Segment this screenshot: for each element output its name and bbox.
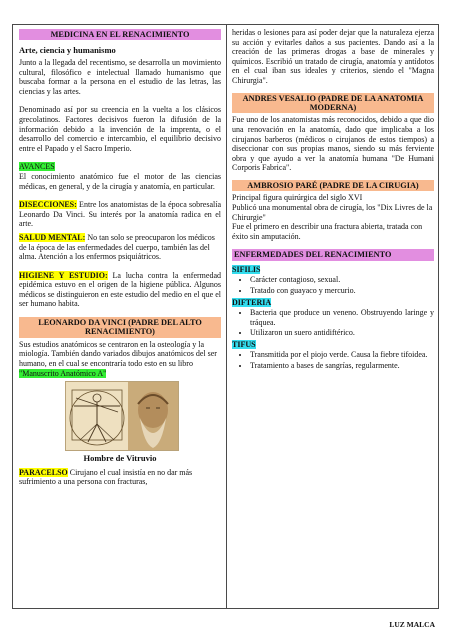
leonardo-paragraph xyxy=(19,340,221,378)
author-footer: LUZ MALCA xyxy=(389,620,435,629)
avances-label-line xyxy=(19,162,221,172)
right-column xyxy=(232,28,434,373)
avances-label: AVANCES xyxy=(19,162,55,172)
avances-paragraph: El conocimiento anatómico fue el motor de las ciencias médicas, en general, y de la cirugía y anatomía, en particular. xyxy=(19,171,221,191)
column-divider xyxy=(226,25,227,608)
difteria-list xyxy=(232,308,434,338)
paragraph-clasicos: Denominado así por su creencia en la vuelta a los clásicos grecolatinos. Factores decisivos fueron la difusión de la información debido a la invención de la imprenta, o el desarrollo del comercio e intercambio, el equilibrio decisivo entre el Papado y el Sacro Imperio. xyxy=(19,105,221,153)
header-leonardo: LEONARDO DA VINCI (PADRE DEL ALTO RENACIMIENTO) xyxy=(19,317,221,338)
salud-text: No tan solo se preocuparon los médicos de la época de las enfermedades del cuerpo, también las del alma. Atención a los enfermos psiquiátricos. xyxy=(19,232,215,262)
tifus-label-line xyxy=(232,340,434,350)
paracelso-text: Cirujano el cual insistía en no dar más sufrimiento a una persona con fracturas, xyxy=(19,467,193,487)
sifilis-list xyxy=(232,275,434,295)
list-item: • Transmitida por el piojo verde. Causa la fiebre tifoidea. xyxy=(250,350,434,360)
list-item: • Bacteria que produce un veneno. Obstruyendo laringe y tráquea. xyxy=(250,308,434,327)
salud-paragraph xyxy=(19,233,221,262)
header-enfermedades: ENFERMEDADES DEL RENACIMIENTO xyxy=(232,249,434,260)
list-item: • Carácter contagioso, sexual. xyxy=(250,275,434,285)
disecciones-paragraph xyxy=(19,200,221,229)
image-caption: Hombre de Vitruvio xyxy=(83,453,157,464)
leonardo-text: Sus estudios anatómicos se centraron en la osteología y la miología. También dando variados dibujos anatómicos del ser humano, en el cual se encontraría todo esto en su libro xyxy=(19,339,217,369)
vitruvian-man-image xyxy=(65,381,179,451)
higiene-paragraph xyxy=(19,271,221,309)
higiene-text: La lucha contra la enfermedad epidémica estuvo en el origen de la higiene pública. Algunos médicos se distinguieron en este estudio del medio en el que el ser humano habita. xyxy=(19,270,221,309)
tifus-list xyxy=(232,350,434,370)
header-vesalio: ANDRES VESALIO (PADRE DE LA ANATOMIA MODERNA) xyxy=(232,93,434,114)
list-item: • Tratamiento a bases de sangrías, regularmente. xyxy=(250,361,434,371)
vesalio-paragraph: Fue uno de los anatomistas más reconocidos, debido a que dio una renovación en la anatomía, dado que implicaba a los cirujanos barberos (médicos o cirujanos de estos tiempos) a diseccionar con sus propias manos, siendo su más ferviente obra y que ayudo a ver la anatomía humana "De Humani Corporis Fabrica". xyxy=(232,115,434,173)
tifus-label: TIFUS xyxy=(232,339,256,349)
header-medicina-renacimiento: MEDICINA EN EL RENACIMIENTO xyxy=(19,29,221,40)
vitruvian-drawing-icon xyxy=(66,382,178,450)
difteria-label: DIFTERIA xyxy=(232,297,272,307)
paracelso-continuation: heridas o lesiones para así poder dejar que la naturaleza ejerza su acción y evitarles daños a sus pacientes. Dando así a la creación de las primeras drogas a base de minerales y químicos. Escribió un tratado de cirugía, anatomía y antídotos en el cual iban sus ideales y criterios, siendo el "Magna Chirurgia". xyxy=(232,28,434,85)
manuscrito-highlight: "Manuscrito Anatómico A" xyxy=(19,368,107,378)
higiene-label: HIGIENE Y ESTUDIO: xyxy=(19,270,108,280)
paracelso-label: PARACELSO xyxy=(19,467,68,477)
left-column xyxy=(19,28,221,487)
paracelso-paragraph xyxy=(19,468,221,487)
list-item: • Utilizaron un suero antidiftérico. xyxy=(250,328,434,338)
sifilis-label: SIFILIS xyxy=(232,264,261,274)
paragraph-humanismo: Junto a la llegada del recentismo, se desarrolla un movimiento cultural, filosófico e intelectual llamado humanismo que buscaba formar a la persona en el estudio de las letras, las ciencias y las artes. xyxy=(19,58,221,96)
salud-label: SALUD MENTAL: xyxy=(19,232,86,242)
pare-paragraph: Principal figura quirúrgica del siglo XVI Publicó una monumental obra de cirugía, los "Dix Livres de la Chirurgie" Fue el primero en describir una fractura abierta, tratada con éxito sin amputación. xyxy=(232,193,433,241)
disecciones-label: DISECCIONES: xyxy=(19,200,77,210)
section-title-arte: Arte, ciencia y humanismo xyxy=(19,45,116,56)
disecciones-text: Entre los anatomistas de la época sobresalía Leonardo Da Vinci. Su interés por la anatomía radica en el arte. xyxy=(19,200,221,229)
header-pare: AMBROSIO PARÉ (PADRE DE LA CIRUGIA) xyxy=(232,180,434,191)
list-item: • Tratado con guayaco y mercurio. xyxy=(250,286,434,296)
sifilis-label-line xyxy=(232,265,434,275)
page-frame xyxy=(12,24,439,609)
difteria-label-line xyxy=(232,298,434,308)
